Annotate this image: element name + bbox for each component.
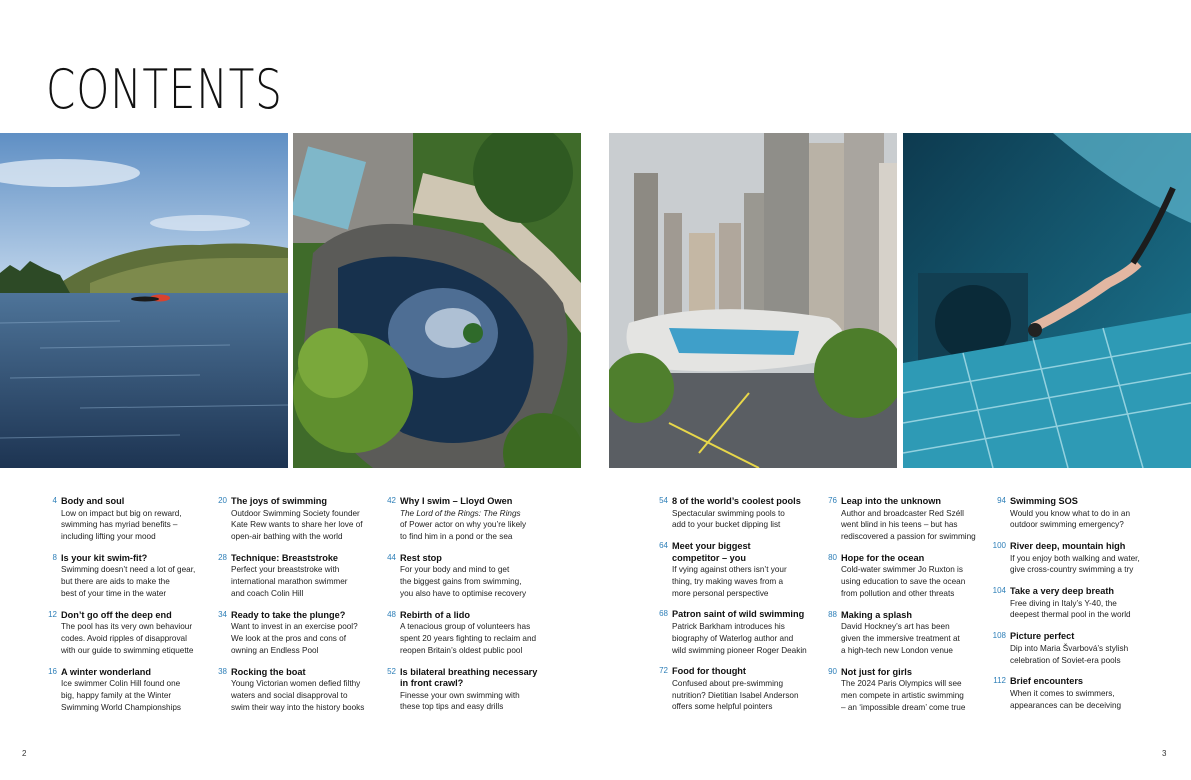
- toc-heading: Rocking the boat: [231, 666, 306, 677]
- toc-blurb-line: For your body and mind to get: [400, 565, 510, 575]
- toc-heading: River deep, mountain high: [1010, 541, 1126, 552]
- toc-entry[interactable]: [46, 610, 206, 657]
- toc-blurb-line: thing, try making waves from a: [672, 576, 784, 586]
- toc-entry[interactable]: [46, 553, 206, 600]
- folio-left: 2: [22, 749, 27, 758]
- toc-blurb-line: celebration of Soviet-era pools: [1010, 655, 1121, 665]
- toc-heading: Patron saint of wild swimming: [672, 609, 805, 620]
- toc-blurb-line: Cold-water swimmer Jo Ruxton is: [841, 565, 963, 575]
- toc-page-number: 72: [659, 666, 668, 676]
- toc-blurb-line: rediscovered a passion for swimming: [841, 532, 976, 542]
- toc-blurb-line: Swimming World Championships: [61, 702, 181, 712]
- toc-page-number: 4: [52, 496, 57, 505]
- toc-heading: Technique: Breaststroke: [231, 552, 339, 563]
- toc-heading: 8 of the world’s coolest pools: [672, 496, 801, 506]
- toc-page-number: 100: [992, 541, 1006, 551]
- toc-heading: Not just for girls: [841, 666, 912, 677]
- toc-blurb-line: spent 20 years fighting to reclaim and: [400, 634, 537, 644]
- toc-page-number: 90: [828, 666, 837, 676]
- toc-blurb-line: offers some helpful pointers: [672, 702, 773, 712]
- toc-entry[interactable]: [385, 667, 545, 714]
- toc-heading: Food for thought: [672, 666, 746, 677]
- toc-heading: Is your kit swim-fit?: [61, 552, 148, 563]
- toc-page-number: 16: [48, 666, 57, 676]
- toc-blurb-line: give cross-country swimming a try: [1010, 565, 1134, 575]
- toc-blurb-line: more personal perspective: [672, 588, 769, 598]
- toc-blurb-line: swim their way into the history books: [231, 702, 365, 712]
- toc-page-number: 28: [218, 552, 227, 562]
- toc-column-1: [46, 496, 206, 724]
- toc-blurb-line: Confused about pre-swimming: [672, 678, 784, 688]
- toc-blurb-line: the biggest gains from swimming,: [400, 577, 522, 587]
- toc-blurb-line: When it comes to swimmers,: [1010, 688, 1115, 698]
- toc-blurb-line: of Power actor on why you’re likely: [400, 520, 527, 530]
- toc-blurb-line: to find him in a pond or the sea: [400, 532, 513, 542]
- toc-heading: Making a splash: [841, 609, 912, 620]
- toc-page-number: 94: [997, 496, 1006, 505]
- toc-blurb-line: – an ‘impossible dream’ come true: [841, 702, 966, 712]
- toc-blurb-line: swimming has myriad benefits –: [61, 520, 178, 530]
- toc-heading: Leap into the unknown: [841, 496, 942, 506]
- toc-blurb-line: Spectacular swimming pools to: [672, 508, 785, 518]
- toc-heading: Meet your biggest competitor – you: [672, 541, 751, 563]
- toc-blurb-line: Finesse your own swimming with: [400, 690, 520, 700]
- toc-blurb-line: Low on impact but big on reward,: [61, 508, 182, 518]
- toc-blurb-line: Outdoor Swimming Society founder: [231, 508, 360, 518]
- toc-blurb-line: given the immersive treatment at: [841, 634, 960, 644]
- toc-blurb-line: A tenacious group of volunteers has: [400, 622, 531, 632]
- toc-heading: Picture perfect: [1010, 631, 1075, 642]
- toc-blurb-line: If vying against others isn’t your: [672, 565, 787, 575]
- toc-page-number: 76: [828, 496, 837, 505]
- toc-entry[interactable]: [46, 667, 206, 714]
- toc-blurb-line: owning an Endless Pool: [231, 645, 319, 655]
- toc-entry[interactable]: [992, 631, 1155, 666]
- toc-blurb-line: Swimming doesn’t need a lot of gear,: [61, 565, 196, 575]
- toc-page-number: 8: [52, 552, 57, 562]
- photo-lido-aerial: [293, 133, 581, 468]
- photo-deep-pool-diver: [903, 133, 1191, 468]
- toc-blurb-line: Author and broadcaster Red Széll: [841, 508, 964, 518]
- toc-entry[interactable]: [216, 496, 376, 543]
- page-title: CONTENTS: [46, 58, 283, 121]
- toc-entry[interactable]: [826, 496, 986, 543]
- toc-heading: Take a very deep breath: [1010, 586, 1115, 597]
- toc-blurb-line: men compete in artistic swimming: [841, 690, 964, 700]
- toc-page-number: 88: [828, 609, 837, 619]
- toc-blurb-line: nutrition? Dietitian Isabel Anderson: [672, 690, 799, 700]
- toc-page-number: 68: [659, 609, 668, 619]
- toc-page-number: 112: [993, 676, 1006, 686]
- toc-blurb-line: Want to invest in an exercise pool?: [231, 622, 358, 632]
- toc-page-number: 48: [387, 609, 396, 619]
- toc-column-2: [216, 496, 376, 724]
- photo-lake-swimmer: [0, 133, 288, 468]
- toc-page-number: 34: [218, 609, 227, 619]
- toc-blurb-line: but there are aids to make the: [61, 577, 170, 587]
- toc-page-number: 42: [387, 496, 396, 505]
- toc-blurb-line: big, happy family at the Winter: [61, 690, 172, 700]
- toc-entry[interactable]: [657, 541, 817, 599]
- toc-blurb-line: We look at the pros and cons of: [231, 634, 346, 644]
- toc-heading: Body and soul: [61, 496, 125, 506]
- toc-page-number: 108: [992, 631, 1006, 641]
- toc-blurb-line: David Hockney’s art has been: [841, 622, 950, 632]
- toc-blurb-line: Kate Rew wants to share her love of: [231, 520, 363, 530]
- toc-blurb-line: went blind in his teens – but has: [841, 520, 958, 530]
- toc-heading: Is bilateral breathing necessary in front crawl?: [400, 666, 538, 689]
- toc-blurb-line: add to your bucket dipping list: [672, 520, 781, 530]
- photo-city-pool: [609, 133, 897, 468]
- toc-column-4: [657, 496, 817, 723]
- toc-blurb-line: The 2024 Paris Olympics will see: [841, 679, 962, 689]
- toc-heading: A winter wonderland: [61, 666, 152, 677]
- toc-entry[interactable]: [992, 541, 1155, 576]
- toc-blurb-line: appearances can be deceiving: [1010, 700, 1122, 710]
- toc-blurb-line: Patrick Barkham introduces his: [672, 621, 785, 631]
- toc-blurb-line: wild swimming pioneer Roger Deakin: [672, 645, 807, 655]
- toc-heading: Ready to take the plunge?: [231, 609, 346, 620]
- toc-blurb-line: biography of Waterlog author and: [672, 633, 794, 643]
- toc-blurb-line: The Lord of the Rings: The Rings: [400, 508, 521, 518]
- toc-entry[interactable]: [826, 553, 986, 600]
- toc-column-6: [992, 496, 1155, 721]
- toc-blurb-line: If you enjoy both walking and water,: [1010, 553, 1140, 563]
- toc-entry[interactable]: [826, 610, 986, 657]
- toc-heading: Swimming SOS: [1010, 496, 1078, 506]
- toc-blurb-line: including lifting your mood: [61, 532, 156, 542]
- toc-entry[interactable]: [385, 496, 545, 543]
- toc-entry[interactable]: [657, 666, 817, 713]
- toc-blurb-line: reopen Britain’s oldest public pool: [400, 645, 523, 655]
- toc-entry[interactable]: [385, 553, 545, 600]
- toc-entry[interactable]: [46, 496, 206, 543]
- toc-page-number: 12: [48, 609, 57, 619]
- toc-blurb-line: Dip into Maria Švarbová’s stylish: [1010, 643, 1129, 653]
- toc-blurb-line: waters and social disapproval to: [231, 690, 348, 700]
- toc-heading: Brief encounters: [1010, 676, 1084, 687]
- toc-entry[interactable]: [216, 610, 376, 657]
- toc-entry[interactable]: [657, 496, 817, 531]
- toc-page-number: 44: [387, 552, 396, 562]
- toc-blurb-line: a high-tech new London venue: [841, 645, 953, 655]
- toc-page-number: 104: [992, 586, 1006, 596]
- toc-blurb-line: using education to save the ocean: [841, 577, 966, 587]
- toc-blurb-line: international marathon swimmer: [231, 577, 348, 587]
- toc-heading: The joys of swimming: [231, 496, 327, 506]
- toc-blurb-line: The pool has its very own behaviour: [61, 622, 193, 632]
- toc-column-5: [826, 496, 986, 724]
- toc-blurb-line: these top tips and easy drills: [400, 702, 504, 712]
- toc-heading: Why I swim – Lloyd Owen: [400, 496, 513, 506]
- toc-blurb-line: codes. Avoid ripples of disapproval: [61, 634, 187, 644]
- toc-blurb-line: Young Victorian women defied filthy: [231, 679, 361, 689]
- toc-page-number: 20: [218, 496, 227, 505]
- toc-page-number: 80: [828, 552, 837, 562]
- toc-page-number: 52: [387, 666, 396, 676]
- toc-heading: Don’t go off the deep end: [61, 609, 172, 620]
- toc-entry[interactable]: [385, 610, 545, 657]
- toc-blurb-line: outdoor swimming emergency?: [1010, 520, 1124, 530]
- toc-blurb-line: from pollution and other threats: [841, 588, 955, 598]
- toc-page-number: 64: [659, 541, 668, 551]
- toc-entry[interactable]: [826, 667, 986, 714]
- toc-blurb-line: best of your time in the water: [61, 588, 167, 598]
- toc-blurb-line: you also have to optimise recovery: [400, 588, 527, 598]
- toc-blurb-line: Perfect your breaststroke with: [231, 565, 340, 575]
- toc-blurb-line: deepest thermal pool in the world: [1010, 610, 1131, 620]
- toc-entry[interactable]: [995, 496, 1155, 531]
- toc-heading: Rest stop: [400, 552, 442, 563]
- toc-entry[interactable]: [995, 676, 1155, 711]
- toc-blurb-line: Free diving in Italy’s Y-40, the: [1010, 598, 1117, 608]
- toc-entry[interactable]: [992, 586, 1155, 621]
- toc-blurb-line: Would you know what to do in an: [1010, 508, 1131, 518]
- toc-entry[interactable]: [216, 667, 376, 714]
- toc-blurb-line: open-air bathing with the world: [231, 532, 343, 542]
- toc-blurb-line: and coach Colin Hill: [231, 588, 304, 598]
- toc-entry[interactable]: [657, 609, 817, 656]
- toc-page-number: 54: [659, 496, 668, 505]
- toc-blurb-line: with our guide to swimming etiquette: [61, 645, 194, 655]
- toc-page-number: 38: [218, 666, 227, 676]
- toc-heading: Rebirth of a lido: [400, 609, 470, 620]
- toc-column-3: [385, 496, 545, 723]
- toc-entry[interactable]: [216, 553, 376, 600]
- toc-blurb-line: Ice swimmer Colin Hill found one: [61, 679, 181, 689]
- folio-right: 3: [1162, 749, 1167, 758]
- toc-heading: Hope for the ocean: [841, 552, 925, 563]
